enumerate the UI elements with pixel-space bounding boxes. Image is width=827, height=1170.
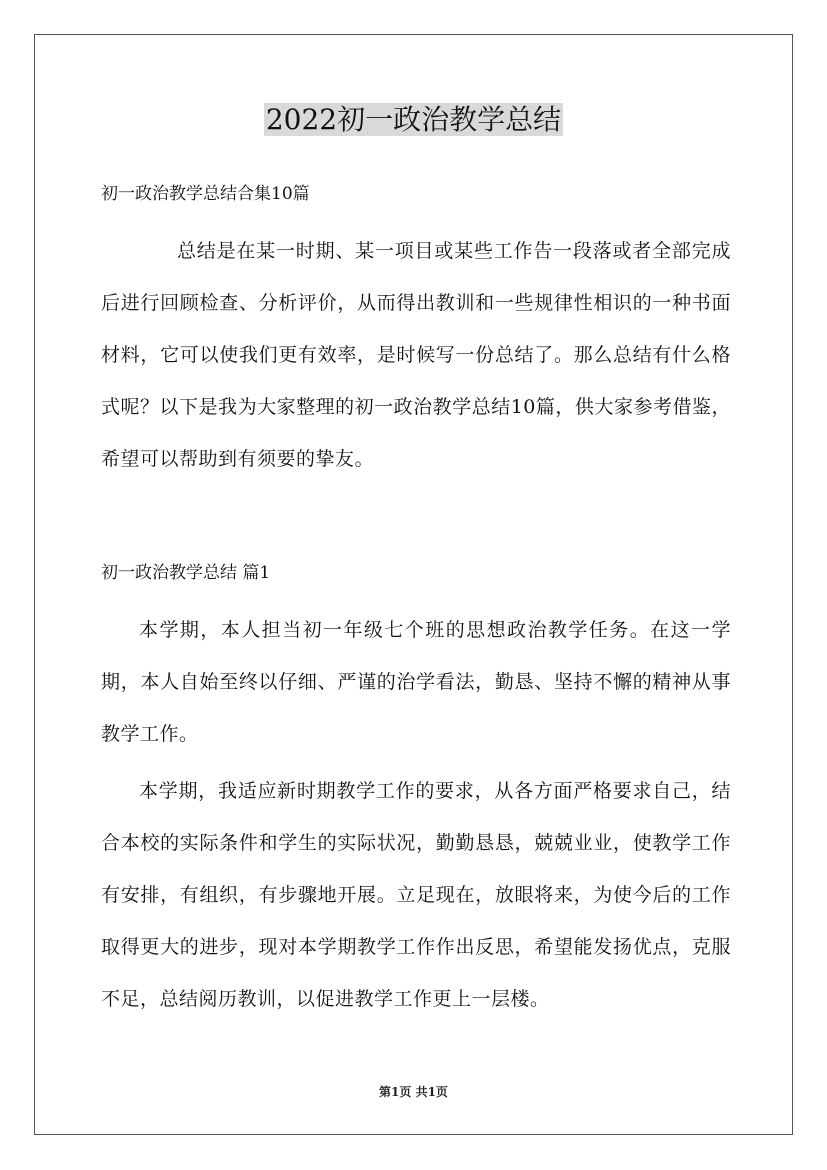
intro-paragraph: 总结是在某一时期、某一项目或某些工作告一段落或者全部完成后进行回顾检查、分析评价，从而得出教训和一些规律性相识的一种书面材料，它可以使我们更有效率，是时候写一份总结了。那么总结有什么格式呢？以下是我为大家整理的初一政治教学总结10篇，供大家参考借鉴，希望可以帮助到有须要的挚友。 (101, 240, 731, 470)
body-paragraph: 本学期，我适应新时期教学工作的要求，从各方面严格要求自己，结合本校的实际条件和学生的实际状况，勤勤恳恳，兢兢业业，使教学工作有安排，有组织，有步骤地开展。立足现在，放眼将来，为使今后的工作取得更大的进步，现对本学期教学工作作出反思，希望能发扬优点，克服不足，总结阅历教训，以促进教学工作更上一层楼。 (101, 780, 731, 1010)
page-footer (0, 1083, 827, 1100)
body-paragraph: 本学期，本人担当初一年级七个班的思想政治教学任务。在这一学期，本人自始至终以仔细、严谨的治学看法，勤恳、坚持不懈的精神从事教学工作。 (101, 619, 731, 745)
document-title-text: 2022初一政治教学总结 (265, 103, 562, 136)
section-heading: 初一政治教学总结 篇1 (101, 563, 271, 583)
document-subtitle: 初一政治教学总结合集10篇 (101, 184, 310, 204)
document-title (0, 100, 827, 140)
page-number: 第1页 共1页 (379, 1085, 448, 1099)
